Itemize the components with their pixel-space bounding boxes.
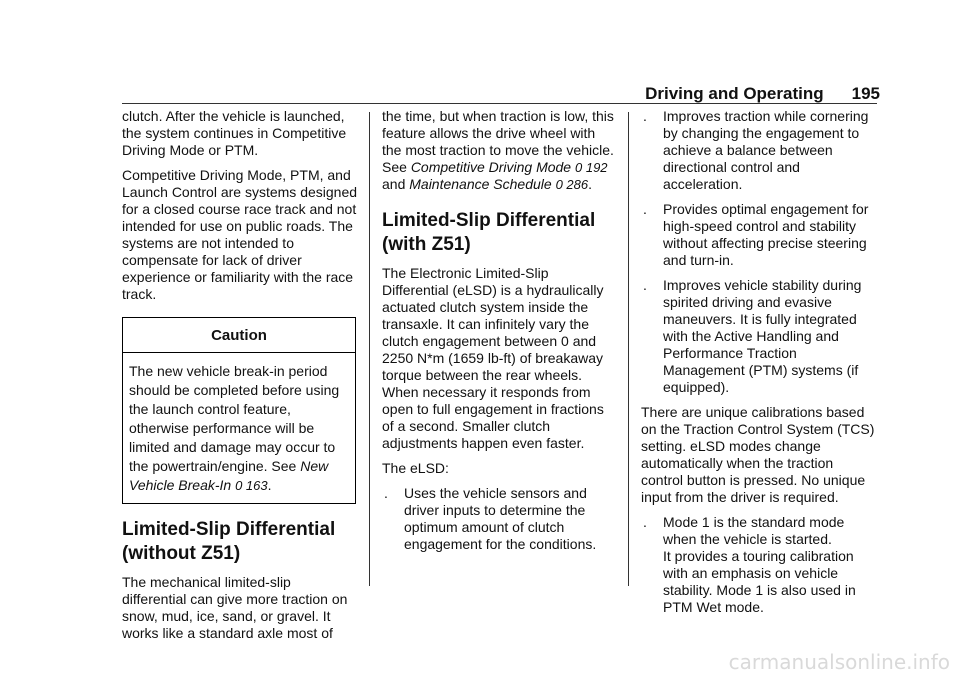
bullet-list (641, 108, 877, 396)
paragraph: the time, but when traction is low, this feature allows the drive wheel with the most traction to move the vehicle. See Competitive Driving Mode 0 192 and Maintenance Schedule 0 286. (382, 108, 614, 192)
column-3 (641, 108, 877, 624)
column-divider (628, 112, 629, 586)
section-heading: Limited-Slip Differential (without Z51) (122, 519, 336, 564)
bullet-marker: . (384, 485, 388, 501)
column-2 (382, 108, 618, 561)
list-item (641, 201, 877, 269)
paragraph: clutch. After the vehicle is launched, the system continues in Competitive Driving Mode or PTM. (122, 108, 347, 158)
page-number: 195 (851, 84, 880, 103)
list-item (641, 514, 877, 616)
header-rule (122, 103, 877, 104)
list-item-text: It provides a touring calibration with an emphasis on vehicle stability. Mode 1 is also used in PTM Wet mode. (663, 548, 856, 615)
paragraph: The eLSD: (382, 460, 449, 476)
paragraph: Competitive Driving Mode, PTM, and Launch Control are systems designed for a closed course race track and not intended for use on public roads. The systems are not intended to compensate for lack of driver experience or familiarity with the race track. (122, 167, 358, 302)
bullet-marker: . (643, 514, 647, 530)
paragraph: The Electronic Limited-Slip Differential (eLSD) is a hydraulically actuated clutch system inside the transaxle. It can infinitely vary the clutch engagement between 0 and 2250 N*m (1659 lb-ft) of breakaway torque between the rear wheels. When necessary it responds from open to full engagement in fractions of a second. Smaller clutch adjustments happen even faster. (382, 265, 604, 451)
caution-title: Caution (123, 318, 355, 353)
paragraph: There are unique calibrations based on the Traction Control System (TCS) setting. eLSD modes change automatically when the traction control button is pressed. No unique input from the driver is required. (641, 404, 875, 505)
list-item-text: Uses the vehicle sensors and driver inputs to determine the optimum amount of clutch engagement for the conditions. (404, 485, 597, 552)
list-item (641, 108, 877, 193)
caution-text: The new vehicle break-in period should be completed before using the launch control feature, otherwise performance will be limited and damage may occur to the powertrain/engine. See (129, 363, 340, 474)
xref-link[interactable]: Competitive Driving Mode (410, 159, 572, 175)
bullet-marker: . (643, 201, 647, 217)
bullet-marker: . (643, 108, 647, 124)
caution-body: The new vehicle break-in period should be completed before using the launch control feature, otherwise performance will be limited and damage may occur to the powertrain/engine. See New Vehicle Break-In 0 163. (129, 363, 340, 493)
section-title: Driving and Operating (645, 84, 824, 103)
paragraph: The mechanical limited-slip differential can give more traction on snow, mud, ice, sand, or gravel. It works like a standard axle most of (122, 574, 348, 641)
watermark: carmanualsonline.info (728, 650, 950, 674)
page-ref[interactable]: 0 163 (235, 478, 268, 493)
bullet-list (641, 514, 877, 616)
conjunction: and (382, 176, 406, 192)
list-item-text: Improves traction while cornering by changing the engagement to achieve a balance between directional control and acceleration. (663, 108, 869, 192)
bullet-list (382, 485, 618, 553)
xref-link[interactable]: New Vehicle Break-In (129, 458, 329, 493)
column-1 (122, 108, 358, 650)
page-ref[interactable]: 0 192 (575, 160, 608, 175)
page-ref[interactable]: 0 286 (555, 177, 589, 192)
list-item (641, 277, 877, 396)
list-item-text: Mode 1 is the standard mode when the vehicle is started. (663, 514, 845, 547)
list-item-text: Provides optimal engagement for high-speed control and stability without affecting precise steering and turn-in. (663, 201, 869, 268)
column-divider (369, 112, 370, 586)
bullet-marker: . (643, 277, 647, 293)
caution-box (122, 317, 356, 504)
section-heading: Limited-Slip Differential (with Z51) (382, 210, 596, 255)
xref-link[interactable]: Maintenance Schedule (409, 176, 552, 192)
paragraph-text: the time, but when traction is low, this feature allows the drive wheel with the most traction to move the vehicle. See (382, 108, 614, 175)
list-item-text: Improves vehicle stability during spirited driving and evasive maneuvers. It is fully integrated with the Active Handling and Performance Traction Management (PTM) systems (if equipped). (663, 277, 862, 395)
list-item (382, 485, 618, 553)
